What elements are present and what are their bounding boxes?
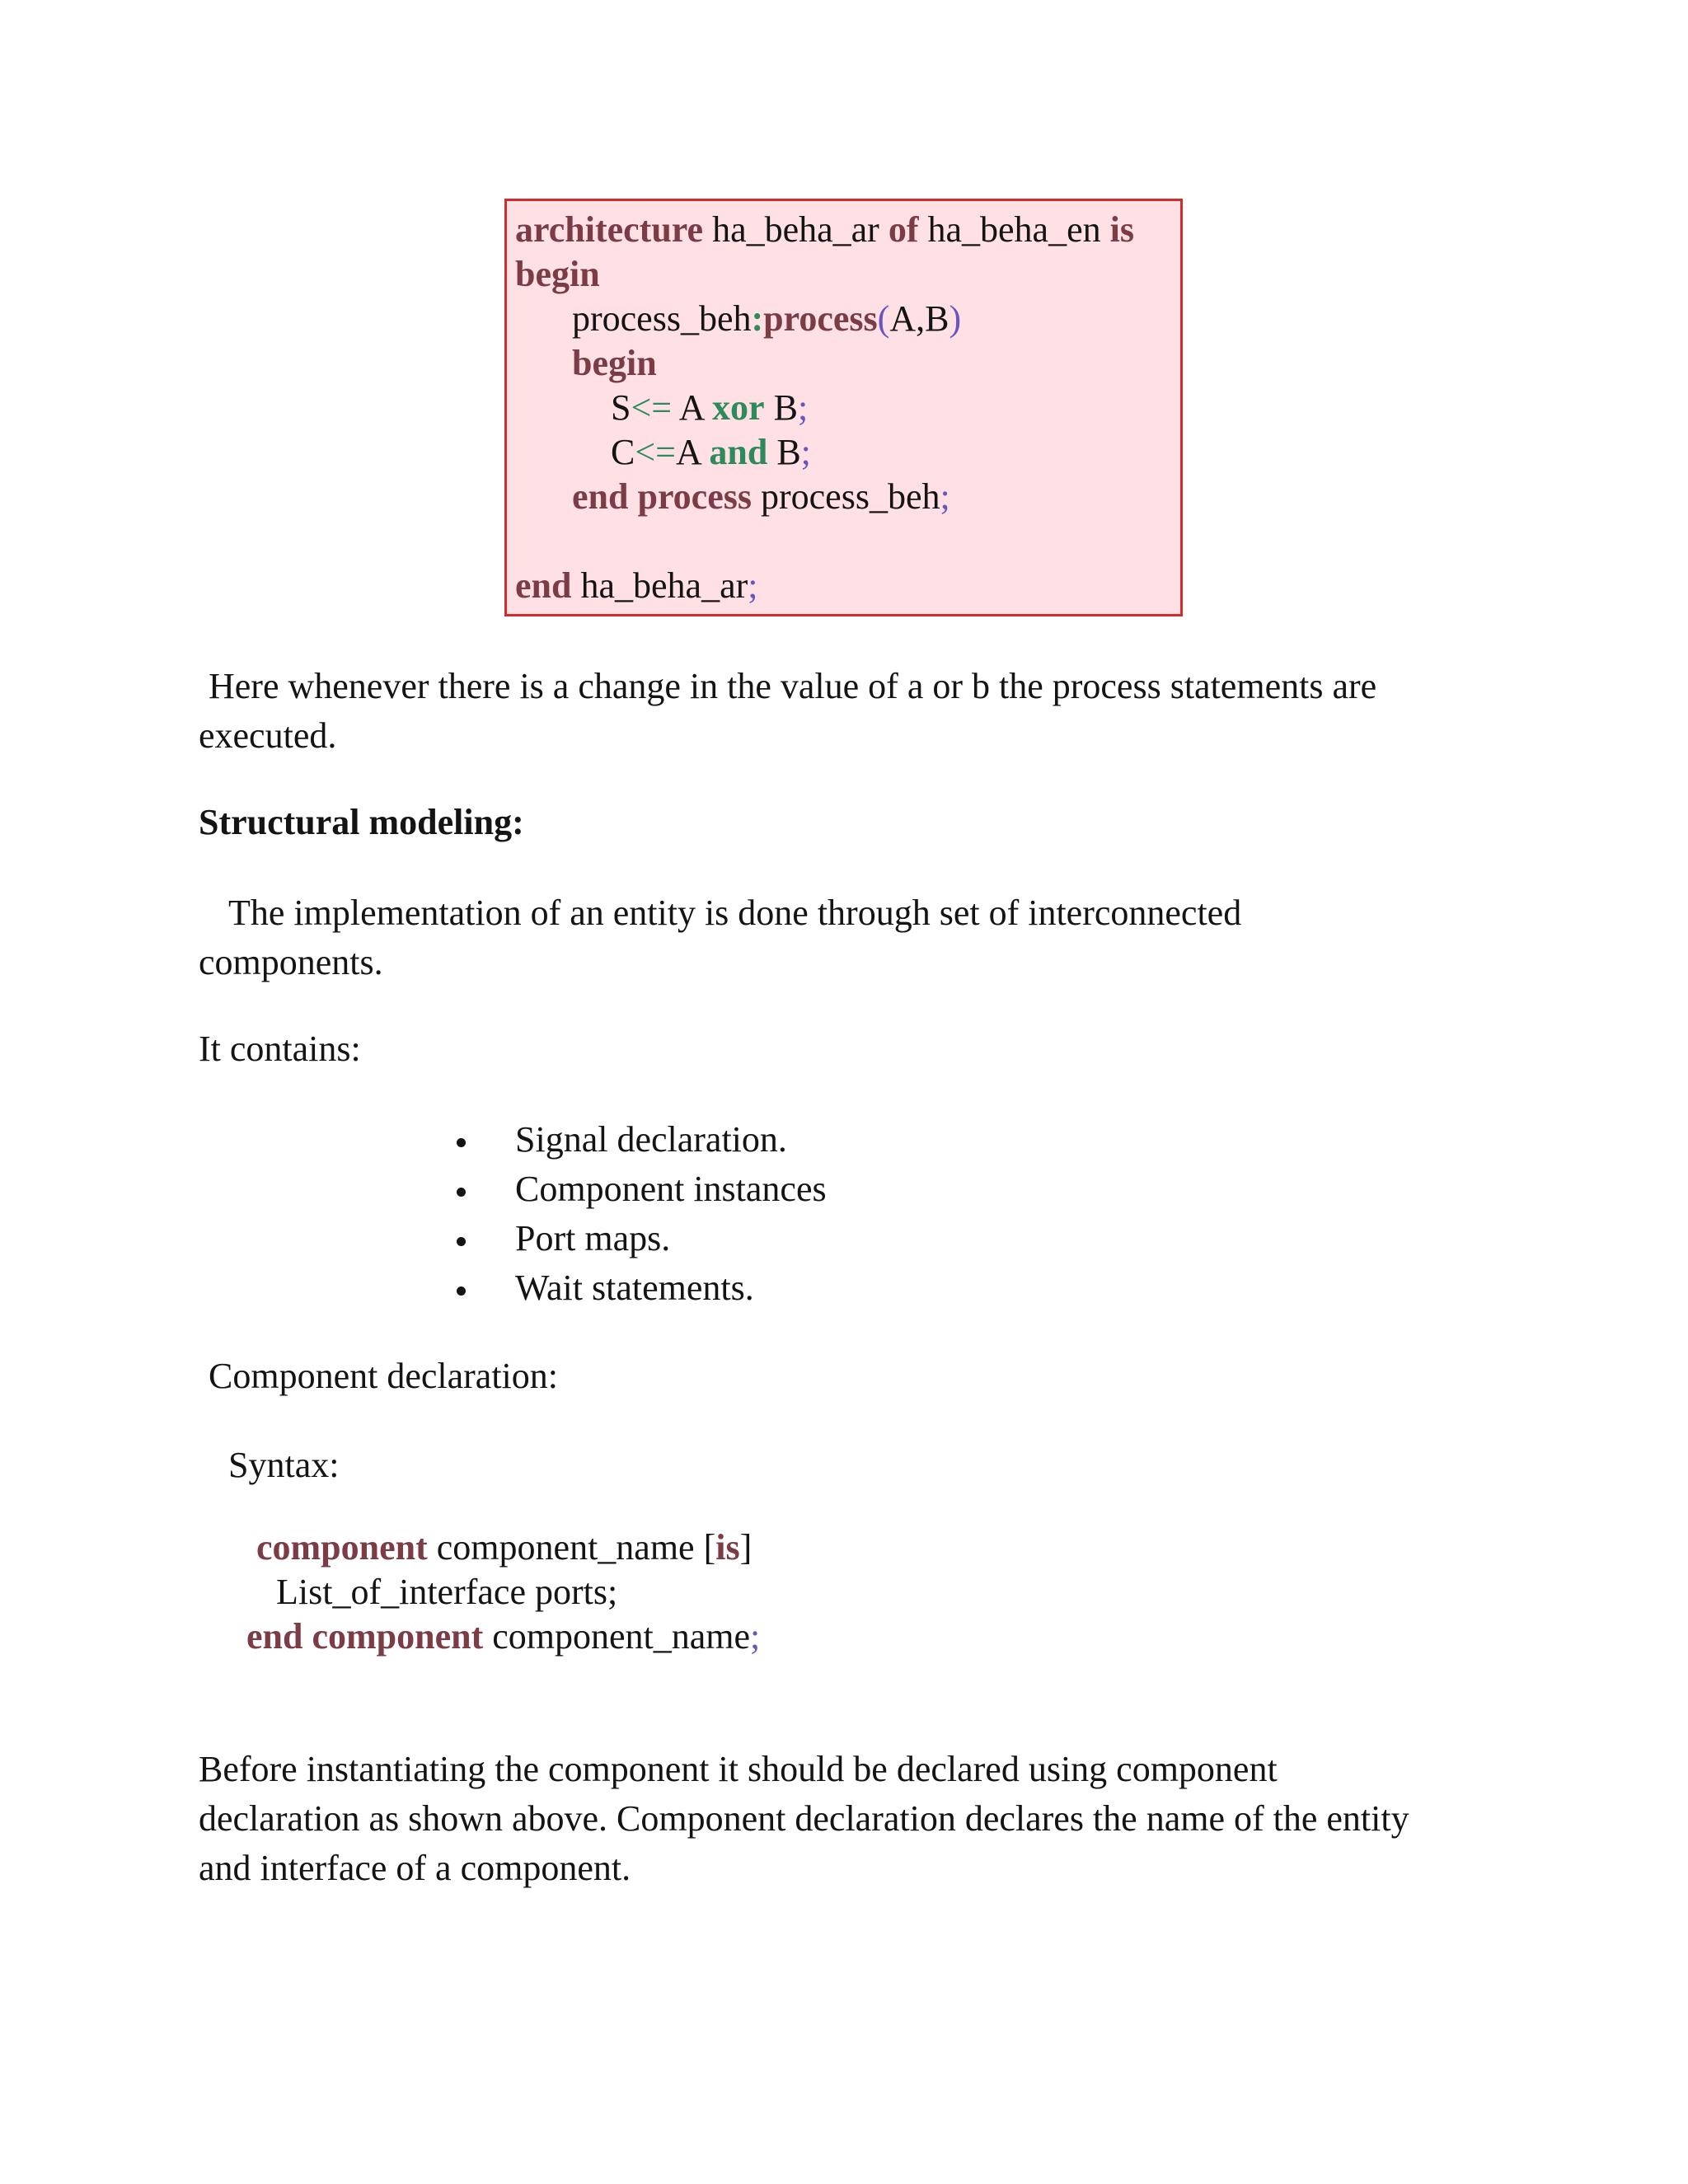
- bullet-dot: [457, 1188, 466, 1197]
- keyword: process: [763, 298, 878, 339]
- code-line-sum: [611, 386, 808, 430]
- keyword: is: [715, 1527, 740, 1568]
- bullet-dot: [457, 1237, 466, 1246]
- identifier: process_beh: [751, 476, 940, 517]
- paragraph-line: executed.: [199, 715, 337, 756]
- identifier: ha_beha_ar: [571, 565, 748, 606]
- assign-operator: <=: [631, 387, 673, 428]
- bracket-open: [: [703, 1527, 716, 1568]
- code-line-end-process: [572, 475, 950, 519]
- identifier: B: [764, 387, 798, 428]
- semicolon: ;: [750, 1616, 761, 1657]
- list-item: Wait statements.: [515, 1268, 754, 1308]
- sensitivity-list: A,B: [889, 298, 950, 339]
- paren-close: ): [949, 298, 962, 339]
- code-line-architecture: [515, 208, 1134, 252]
- keyword: begin: [572, 343, 657, 383]
- paragraph-line: declaration as shown above. Component declaration declares the name of the entity: [199, 1798, 1409, 1839]
- operator-keyword: and: [709, 432, 768, 472]
- identifier: A: [672, 387, 713, 428]
- semicolon: ;: [800, 432, 811, 472]
- code-line-begin: [515, 252, 600, 297]
- list-item: Component instances: [515, 1169, 827, 1209]
- paragraph-line: components.: [199, 942, 383, 982]
- semicolon: ;: [748, 565, 758, 606]
- keyword: is: [1109, 209, 1134, 250]
- operator-keyword: xor: [712, 387, 765, 428]
- identifier: component_name: [427, 1527, 704, 1568]
- semicolon: ;: [940, 476, 950, 517]
- identifier: S: [611, 387, 631, 428]
- paragraph-line: Before instantiating the component it should be declared using component: [199, 1749, 1278, 1789]
- identifier: C: [611, 432, 635, 472]
- keyword: component: [256, 1527, 428, 1568]
- component-declaration-label: Component declaration:: [209, 1356, 558, 1396]
- syntax-line-end-component: [246, 1615, 760, 1659]
- identifier: ha_beha_en: [918, 209, 1110, 250]
- list-item: Signal declaration.: [515, 1119, 787, 1160]
- code-line-end: [515, 564, 758, 608]
- paragraph-line: Here whenever there is a change in the value of a or b the process statements are: [209, 666, 1377, 706]
- identifier: ha_beha_ar: [703, 209, 889, 250]
- syntax-label: Syntax:: [228, 1445, 340, 1485]
- contains-label: It contains:: [199, 1029, 361, 1069]
- paragraph-line: The implementation of an entity is done through set of interconnected: [228, 893, 1242, 933]
- paragraph-line: and interface of a component.: [199, 1848, 631, 1888]
- code-line-carry: [611, 430, 811, 475]
- keyword: end process: [572, 476, 752, 517]
- bullet-dot: [457, 1286, 466, 1296]
- keyword: end component: [246, 1616, 484, 1657]
- bracket-close: ]: [739, 1527, 753, 1568]
- keyword: begin: [515, 254, 600, 294]
- identifier: component_name: [483, 1616, 751, 1657]
- identifier: B: [767, 432, 801, 472]
- keyword: end: [515, 565, 572, 606]
- syntax-line-ports: [276, 1570, 617, 1615]
- colon: :: [751, 298, 764, 339]
- identifier: process_beh: [572, 298, 752, 339]
- list-item: Port maps.: [515, 1218, 671, 1258]
- section-heading: Structural modeling:: [199, 802, 524, 842]
- paren-open: (: [877, 298, 890, 339]
- identifier: List_of_interface ports;: [276, 1572, 618, 1612]
- code-line-process: [572, 297, 961, 341]
- bullet-dot: [457, 1138, 466, 1147]
- assign-operator: <=: [635, 432, 676, 472]
- syntax-line-component: [256, 1526, 752, 1570]
- semicolon: ;: [797, 387, 809, 428]
- code-block: [504, 199, 1183, 616]
- code-line-process-begin: [572, 341, 657, 386]
- identifier: A: [676, 432, 710, 472]
- keyword: architecture: [515, 209, 704, 250]
- keyword: of: [888, 209, 919, 250]
